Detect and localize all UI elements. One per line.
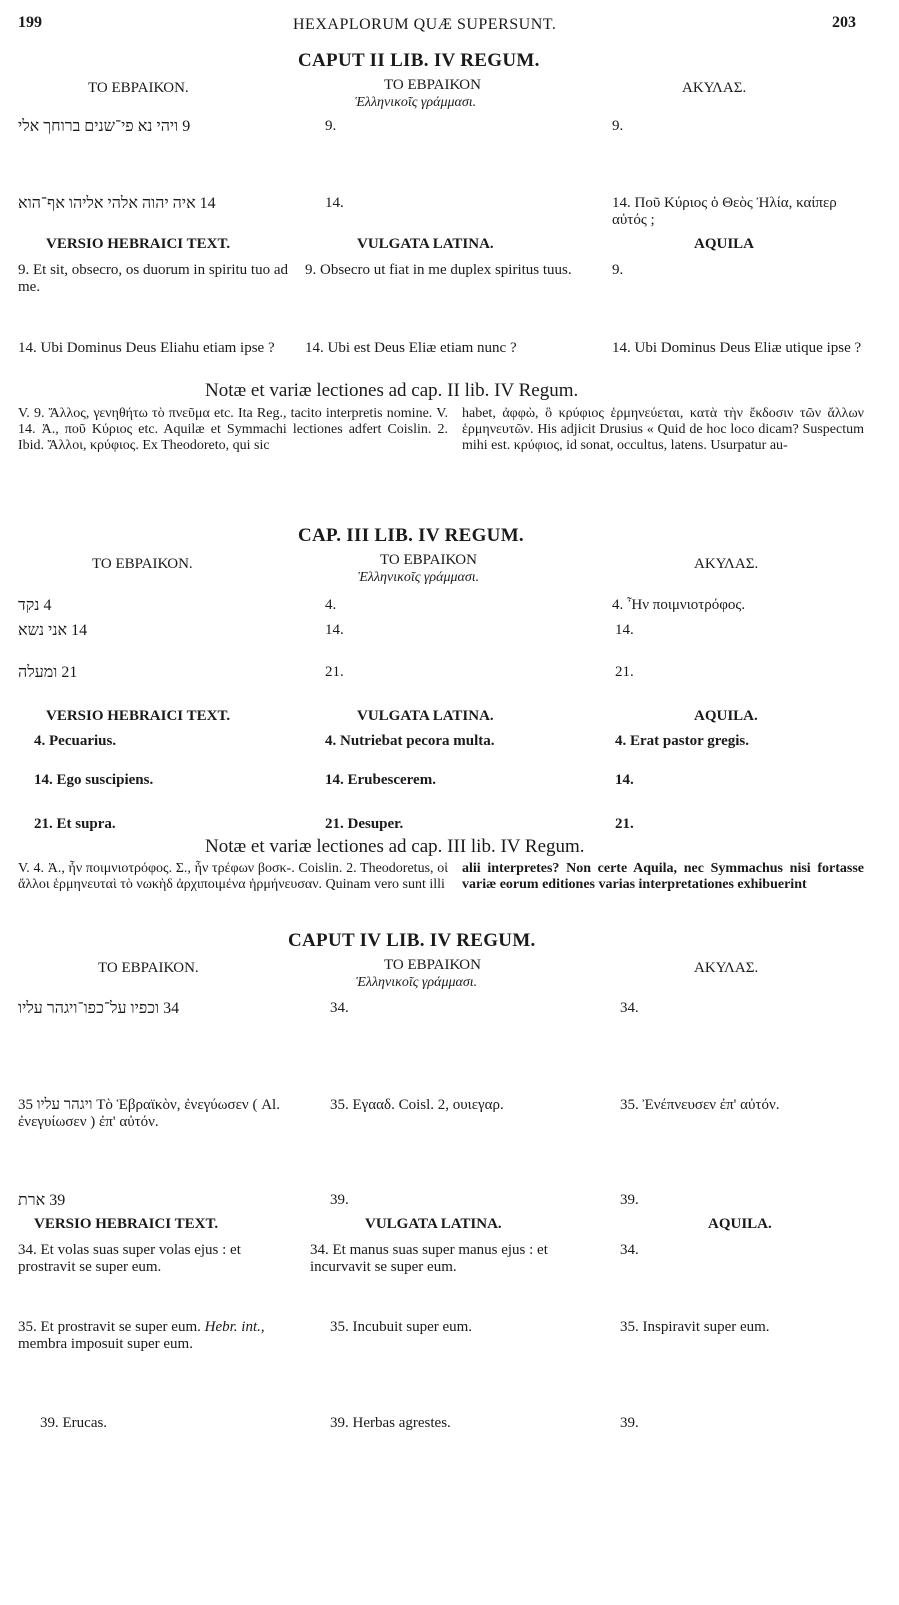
c4-col-greekletters-header: ΤΟ ΕΒΡΑΙΚΟΝ [384,957,481,973]
c4-l35-hebraici [18,1319,298,1353]
c3-l14-vulgata: 14. Erubescerem. [325,772,436,788]
c4-l34-vulgata: 34. Et manus suas super manus ejus : et incurvavit se super eum. [310,1242,548,1275]
c3-v4-aquila: 4. Ἦν ποιμνιοτρόφος. [612,597,746,613]
c2-v9-greekletters: 9. [325,118,337,134]
c2-l9-aquila: 9. [612,262,624,278]
c4-latin-col1-header: VERSIO HEBRAICI TEXT. [34,1216,219,1232]
c2-l14-vulgata: 14. Ubi est Deus Eliæ etiam nunc ? [305,340,517,356]
c2-latin-col3-header: AQUILA [694,236,755,252]
c2-v14-greekletters: 14. [325,195,344,211]
c4-l34-aquila: 34. [620,1242,639,1258]
c4-l39-vulgata: 39. Herbas agrestes. [330,1415,451,1431]
chapter-3-title: CAP. III LIB. IV REGUM. [298,525,524,546]
c2-col-greekletters-sub: Ἑλληνικοῖς γράμμασι. [355,95,477,110]
c4-v34-hebrew: 34 וכפיו על־כפו־ויגהר עליו [18,1000,180,1017]
c3-col-heb-header: ΤΟ ΕΒΡΑΙΚΟΝ. [92,556,193,572]
c3-v21-aquila: 21. [615,664,634,680]
c4-v39-aquila: 39. [620,1192,639,1208]
c3-col-greekletters-header: ΤΟ ΕΒΡΑΙΚΟΝ [380,552,477,568]
c4-col-aquila-header: ΑΚΥΛΑΣ. [694,960,759,976]
c3-latin-col2-header: VULGATA LATINA. [357,708,494,724]
running-title: HEXAPLORUM QUÆ SUPERSUNT. [293,16,557,33]
c2-l9-vulgata: 9. Obsecro ut fiat in me duplex spiritus tuus. [305,262,572,278]
c3-note-left: V. 4. Ἀ., ἦν ποιμνιοτρόφος. Σ., ἦν τρέφων βοσκ-. Coislin. 2. Theodoretus, οἱ ἄλλοι ἑρμηνευταὶ τὸ νωκὴδ ἀρχιποιμένα ἡρμήνευσαν. Quinam vero sunt illi [18,861,448,892]
c4-latin-col2-header: VULGATA LATINA. [365,1216,502,1232]
c2-col-greekletters-header: ΤΟ ΕΒΡΑΙΚΟΝ [384,77,481,93]
c3-col-aquila-header: ΑΚΥΛΑΣ. [694,556,759,572]
c2-v9-aquila: 9. [612,118,624,134]
c2-note-left: V. 9. Ἄλλος, γενηθήτω τὸ πνεῦμα etc. Ita Reg., tacito interpretis nomine. V. 14. Ἀ., ποῦ Κύριος etc. Aquilæ et Symmachi lectiones adfert Coislin. 2. Ibid. Ἄλλοι, κρύφιος. Ex Theodoreto, qui sic [18,406,448,453]
c4-v35-hebrew: ויגהר עליו 35 Τὸ Ἑβραϊκὸν, ἐνεγύωσεν ( Al. ἐνεγυίωσεν ) ἐπ' αὐτόν. [18,1097,280,1130]
c3-l14-hebraici: 14. Ego suscipiens. [34,772,154,788]
c4-v39-hebrew: 39 ארת [18,1192,66,1209]
c3-v14-aquila: 14. [615,622,634,638]
c4-l35-hebraici-b: , membra imposuit super eum. [18,1319,265,1352]
c2-col-aquila-header: ΑΚΥΛΑΣ. [682,80,747,96]
c3-l14-aquila: 14. [615,772,634,788]
c4-l34-hebraici: 34. Et volas suas super volas ejus : et prostravit se super eum. [18,1242,241,1275]
c3-latin-col3-header: AQUILA. [694,708,758,724]
c4-v34-greekletters: 34. [330,1000,349,1016]
c4-l39-hebraici: 39. Erucas. [40,1415,108,1431]
c3-l4-vulgata: 4. Nutriebat pecora multa. [325,733,495,749]
c2-latin-col1-header: VERSIO HEBRAICI TEXT. [46,236,231,252]
c4-l35-aquila: 35. Inspiravit super eum. [620,1319,770,1335]
c4-v39-greekletters: 39. [330,1192,349,1208]
c2-col-heb-header: ΤΟ ΕΒΡΑΙΚΟΝ. [88,80,189,96]
c3-latin-col1-header: VERSIO HEBRAICI TEXT. [46,708,231,724]
c3-note-right: alii interpretes? Non certe Aquila, nec Symmachus nisi fortasse variæ eorum editiones varias interpretationes exhibuerint [462,861,864,892]
c3-l21-aquila: 21. [615,816,634,832]
c3-col-greekletters-sub: Ἑλληνικοῖς γράμμασι. [358,570,480,585]
c2-note-right: habet, ἀφφὼ, ὃ κρύφιος ἑρμηνεύεται, κατὰ τὴν ἔκδοσιν τῶν ἄλλων ἑρμηνευτῶν. His adjicit Drusius « Quid de hoc loco dicam? Suspectum mihi est. κρύφιος, id sonat, occultus, latens. Usurpatur au- [462,406,864,453]
c3-l21-hebraici: 21. Et supra. [34,816,116,832]
c2-v14-aquila: 14. Ποῦ Κύριος ὁ Θεὸς Ἠλία, καίπερ αὐτός ; [612,195,837,228]
c4-l39-aquila: 39. [620,1415,639,1431]
c2-latin-col2-header: VULGATA LATINA. [357,236,494,252]
c2-l9-hebraici: 9. Et sit, obsecro, os duorum in spiritu tuo ad me. [18,262,288,295]
page-number-right: 203 [832,14,856,31]
c3-l21-vulgata: 21. Desuper. [325,816,404,832]
c4-col-greekletters-sub: Ἑλληνικοῖς γράμμασι. [356,975,478,990]
c3-notes-title: Notæ et variæ lectiones ad cap. III lib. IV Regum. [205,836,585,857]
chapter-2-title: CAPUT II LIB. IV REGUM. [298,50,540,71]
c3-l4-aquila: 4. Erat pastor gregis. [615,733,750,749]
c3-v21-greekletters: 21. [325,664,344,680]
page-number-left: 199 [18,14,42,31]
c4-v35-greekletters: 35. Εγααδ. Coisl. 2, ουιεγαρ. [330,1097,504,1113]
c2-l14-aquila: 14. Ubi Dominus Deus Eliæ utique ipse ? [612,340,862,356]
c3-v14-hebrew: 14 אני נשא [18,622,88,639]
c4-v35-aquila: 35. Ἐνέπνευσεν ἐπ' αὐτόν. [620,1097,780,1113]
c2-l14-hebraici: 14. Ubi Dominus Deus Eliahu etiam ipse ? [18,340,275,356]
c2-v14-hebrew: 14 איה יהוה אלהי אליהו אף־הוא [18,195,216,212]
c3-v21-hebrew: 21 ומעלה [18,664,78,681]
c4-col-heb-header: ΤΟ ΕΒΡΑΙΚΟΝ. [98,960,199,976]
c3-v4-hebrew: 4 נקד [18,597,52,614]
c4-latin-col3-header: AQUILA. [708,1216,772,1232]
c3-l4-hebraici: 4. Pecuarius. [34,733,117,749]
c3-v4-greekletters: 4. [325,597,337,613]
c4-v34-aquila: 34. [620,1000,639,1016]
c3-v14-greekletters: 14. [325,622,344,638]
c2-notes-title: Notæ et variæ lectiones ad cap. II lib. IV Regum. [205,380,579,401]
c2-v9-hebrew: 9 ויהי נא פי־שנים ברוחך אלי [18,118,191,135]
chapter-4-title: CAPUT IV LIB. IV REGUM. [288,930,536,951]
c4-l35-vulgata: 35. Incubuit super eum. [330,1319,473,1335]
c4-l35-hebraici-italic: Hebr. int. [204,1319,261,1335]
c4-l35-hebraici-a: 35. Et prostravit se super eum. [18,1319,201,1335]
